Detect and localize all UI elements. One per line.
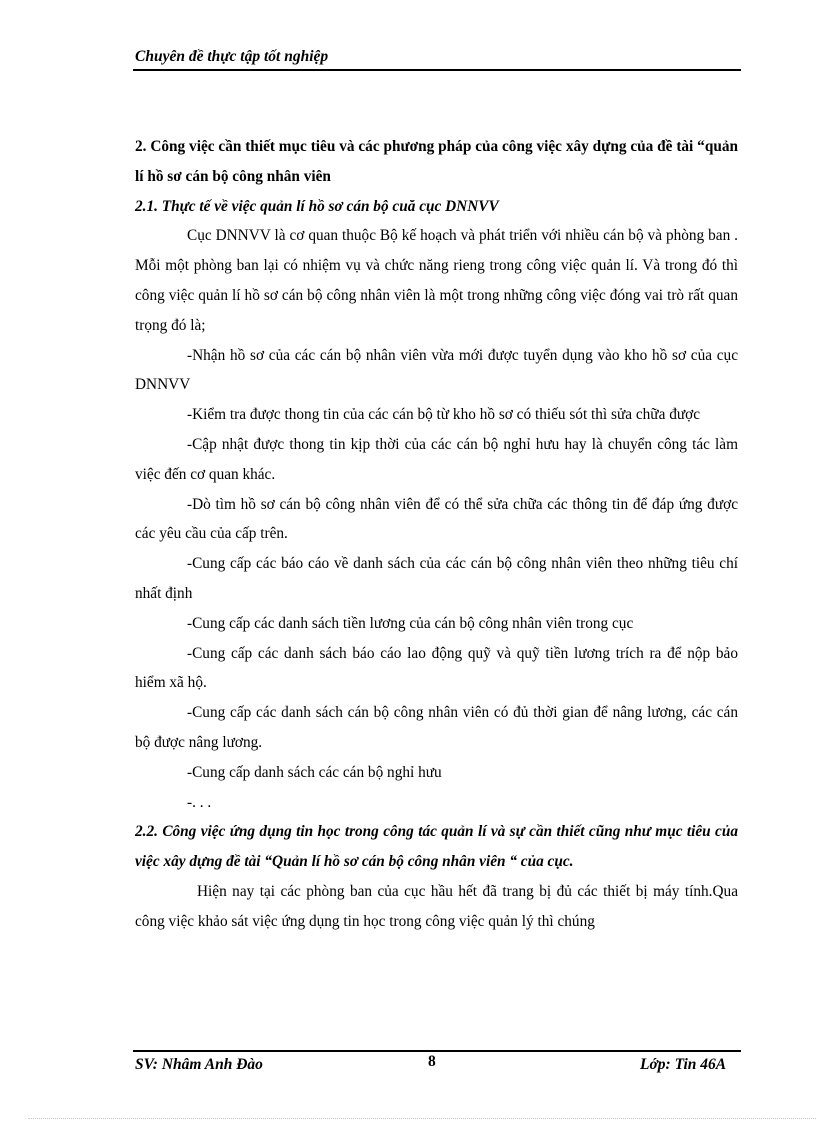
section-heading-2-1: 2.1. Thực tế về việc quản lí hồ sơ cán bộ cuă cục DNNVV	[135, 197, 499, 215]
task-item: -Cung cấp danh sách các cán bộ nghỉ hưu	[187, 763, 442, 781]
task-item: -Cung cấp các danh sách tiền lương của cán bộ công nhân viên trong cục	[187, 614, 634, 632]
section-heading-2-2: 2.2. Công việc ứng dụng tin học trong công tác quản lí và sự cần thiết cũng như mục tiêu của việc xây dựng đề tài “Quản lí hồ sơ cán bộ công nhân viên “ của cục.	[135, 823, 738, 871]
task-item: -Cung cấp các danh sách cán bộ công nhân viên có đủ thời gian để nâng lương, các cán bộ được nâng lương.	[135, 704, 738, 751]
task-item: -Dò tìm hồ sơ cán bộ công nhân viên để có thể sửa chữa các thông tin để đáp ứng được các yêu cầu của cấp trên.	[135, 495, 738, 543]
task-item: -Kiểm tra được thong tin của các cán bộ từ kho hồ sơ có thiếu sót thì sửa chữa được	[187, 406, 701, 424]
page-number: 8	[428, 1053, 436, 1070]
task-item: -Nhận hồ sơ của các cán bộ nhân viên vừa mới được tuyển dụng vào kho hồ sơ của cục DNNVV	[135, 346, 738, 394]
closing-paragraph: Hiện nay tại các phòng ban của cục hầu hết đã trang bị đủ các thiết bị máy tính.Qua công việc khảo sát việc ứng dụng tin học trong công việc quản lý thì chúng	[135, 882, 738, 930]
footer-divider	[133, 1050, 741, 1052]
task-item: -Cung cấp các danh sách báo cáo lao động quỹ và quỹ tiền lương trích ra để nộp bảo hiểm xã hộ.	[135, 644, 738, 692]
header-divider	[133, 69, 741, 71]
document-header-title: Chuyên đề thực tập tốt nghiệp	[135, 48, 329, 65]
footer-student-name: SV: Nhâm Anh Đào	[135, 1056, 263, 1073]
section-heading-2: 2. Công việc cần thiết mục tiêu và các phương pháp của công việc xây dựng của đề tài “quản lí hồ sơ cán bộ công nhân viên	[135, 138, 738, 185]
page-content	[135, 132, 738, 937]
page-bottom-dotted-border	[28, 1118, 816, 1119]
intro-paragraph: Cục DNNVV là cơ quan thuộc Bộ kế hoạch và phát triển với nhiều cán bộ và phòng ban . Mỗi một phòng ban lại có nhiệm vụ và chức năng rieng trong công việc quản lí. Và trong đó thì công việc quản lí hồ sơ cán bộ công nhân viên là một trong những công việc đóng vai trò rất quan trọng đó là;	[135, 227, 738, 334]
task-item: -Cập nhật được thong tin kịp thời của các cán bộ nghỉ hưu hay là chuyển công tác làm việc đến cơ quan khác.	[135, 435, 738, 483]
task-item: -Cung cấp các báo cáo về danh sách của các cán bộ công nhân viên theo những tiêu chí nhất định	[135, 555, 738, 602]
footer-class-label: Lớp: Tin 46A	[640, 1056, 727, 1073]
task-item: -. . .	[187, 793, 212, 811]
